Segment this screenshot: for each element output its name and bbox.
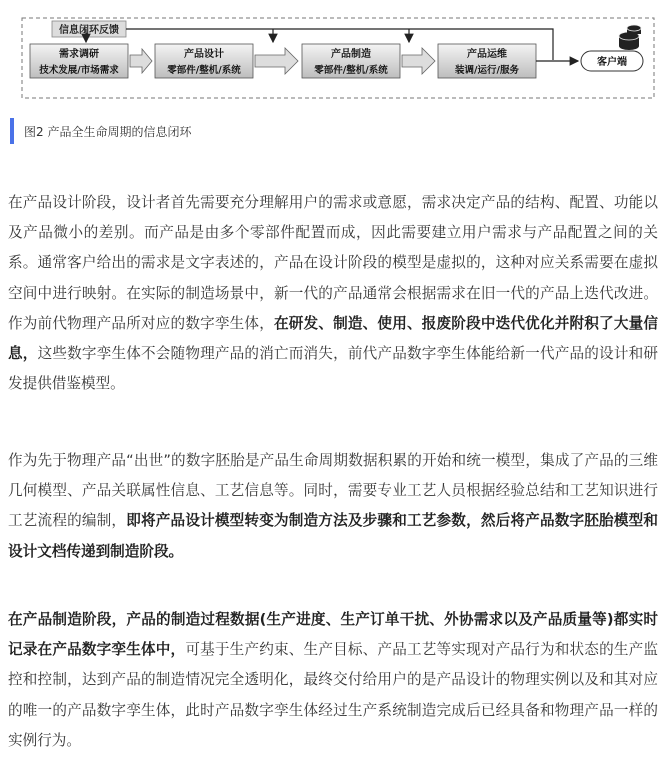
paragraph-design-stage	[8, 188, 658, 399]
stage-title-demand: 需求调研	[59, 49, 99, 60]
paragraph-emphasis: 在产品制造阶段，产品的制造过程数据(生产进度、生产订单干扰、外协需求以及产品质量等)都实时记录在产品数字孪生体中，	[8, 611, 658, 659]
stage-sub-operation: 装调/运行/服务	[455, 65, 519, 76]
database-icon	[619, 25, 641, 50]
stage-sub-manufacture: 零部件/整机/系统	[314, 65, 388, 76]
feedback-label: 信息闭环反馈	[59, 25, 119, 36]
paragraph-text: 可基于生产约束、生产目标、产品工艺等实现对产品行为和状态的生产监控和控制，达到产品的制造情况完全透明化，最终交付给用户的是产品设计的物理实例以及和其对应的唯一的产品数字孪生体，此时产品数字孪生体经过生产系统制造完成后已经具备和物理产品一样的实例行为。	[8, 641, 658, 749]
flow-arrow-2	[255, 48, 298, 74]
paragraph-emphasis: 在研发、制造、使用、报废阶段中迭代优化并附积了大量信息，	[8, 314, 658, 363]
caption-accent-bar	[10, 118, 14, 144]
customer-label: 客户端	[597, 57, 627, 68]
stage-title-design: 产品设计	[184, 49, 224, 60]
stage-sub-demand: 技术发展/市场需求	[39, 65, 119, 76]
flow-arrow-1	[130, 49, 152, 73]
paragraph-text: 在产品设计阶段，设计者首先需要充分理解用户的需求或意愿，需求决定产品的结构、配置、功能以及产品微小的差别。而产品是由多个零部件配置而成，因此需要建立用户需求与产品配置之间的关系。通常客户给出的需求是文字表述的，产品在设计阶段的模型是虚拟的，这种对应关系需要在虚拟空间中进行映射。在实际的制造场景中，新一代的产品通常会根据需求在旧一代的产品上迭代改进。作为前代物理产品所对应的数字孪生体，	[8, 194, 658, 332]
figure-caption	[10, 118, 191, 144]
paragraph-text: 作为先于物理产品“出世”的数字胚胎是产品生命周期数据积累的开始和统一模型，集成了产品的三维几何模型、产品关联属性信息、工艺信息等。同时，需要专业工艺人员根据经验总结和工艺知识进行工艺流程的编制，	[8, 452, 658, 530]
flow-arrow-3	[402, 48, 435, 74]
paragraph-manufacturing-stage	[8, 605, 658, 756]
lifecycle-diagram	[0, 0, 671, 100]
paragraph-text: 这些数字孪生体不会随物理产品的消亡而消失，前代产品数字孪生体能给新一代产品的设计和研发提供借鉴模型。	[8, 345, 658, 393]
paragraph-digital-embryo	[8, 446, 658, 567]
stage-title-manufacture: 产品制造	[331, 49, 371, 60]
stage-sub-design: 零部件/整机/系统	[167, 65, 241, 76]
stage-title-operation: 产品运维	[467, 49, 507, 60]
caption-text: 图2 产品全生命周期的信息闭环	[24, 124, 192, 139]
paragraph-emphasis: 即将产品设计模型转变为制造方法及步骤和工艺参数，然后将产品数字胚胎模型和设计文档传递到制造阶段。	[8, 512, 658, 560]
